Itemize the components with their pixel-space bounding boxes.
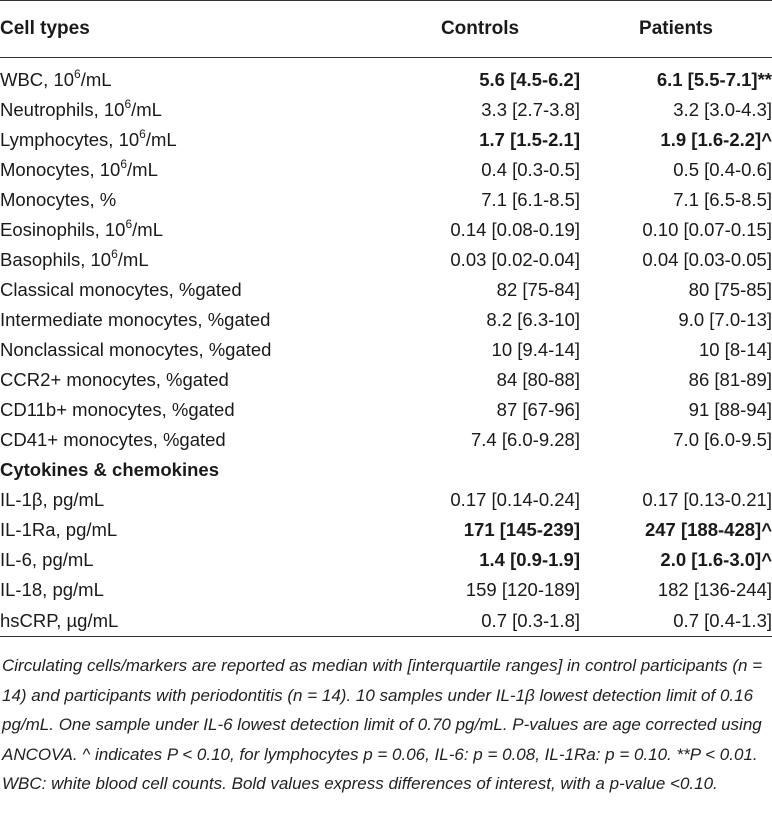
table-row: [0, 515, 772, 545]
row-label: [0, 425, 380, 455]
row-label: [0, 155, 380, 185]
label-exponent: 6: [74, 66, 81, 81]
controls-value: 7.4 [6.0-9.28]: [470, 429, 580, 450]
row-label: [0, 95, 380, 125]
table-row: [0, 275, 772, 305]
label-unit: /mL: [127, 159, 158, 180]
controls-value: 171 [145-239]: [463, 519, 580, 540]
label-exponent: 6: [139, 126, 146, 141]
row-label: [0, 245, 380, 275]
controls-value: 84 [80-88]: [496, 369, 580, 390]
label-unit: /mL: [145, 129, 177, 150]
label-text: Eosinophils, 10: [0, 219, 126, 240]
table-row: [0, 545, 772, 575]
controls-value: 159 [120-189]: [465, 579, 580, 600]
patients-value: 0.17 [0.13-0.21]: [642, 489, 772, 510]
controls-value: 10 [9.4-14]: [491, 339, 580, 360]
label-exponent: 6: [120, 156, 128, 171]
table-row: [0, 605, 772, 637]
table-row: [0, 335, 772, 365]
patients-value: 91 [88-94]: [688, 399, 772, 420]
row-label: IL-18, pg/mL: [0, 579, 104, 600]
table-row: [0, 575, 772, 605]
table-row: [0, 245, 772, 275]
row-label: [0, 65, 380, 95]
controls-value: 0.14 [0.08-0.19]: [450, 219, 580, 240]
label-text: WBC, 10: [0, 69, 75, 90]
patients-value: 0.10 [0.07-0.15]: [642, 219, 772, 240]
row-label: [0, 365, 380, 395]
table-row: [0, 95, 772, 125]
header-controls: Controls: [380, 1, 580, 58]
controls-value: 0.03 [0.02-0.04]: [450, 249, 580, 270]
table-row: [0, 215, 772, 245]
label-text: Nonclassical monocytes, %gated: [0, 339, 272, 360]
label-text: CCR2+ monocytes, %gated: [0, 369, 229, 390]
label-text: Classical monocytes, %gated: [0, 279, 242, 300]
table-footnote: Circulating cells/markers are reported as median with [interquartile ranges] in control participants (n = 14) and participants with periodontitis (n = 14). 10 samples under IL-1β lowest detection limit of 0.16 pg/mL. One sample under IL-6 lowest detection limit of 0.70 pg/mL. P-values are age corrected using ANCOVA. ^ indicates P < 0.10, for lymphocytes p = 0.06, IL-6: p = 0.08, IL-1Ra: p = 0.10. **P < 0.01. WBC: white blood cell counts. Bold values express differences of interest, with a p-value <0.10.: [2, 656, 763, 794]
controls-value: 82 [75-84]: [496, 279, 580, 300]
patients-value: 86 [81-89]: [688, 369, 772, 390]
label-text: Neutrophils, 10: [0, 99, 125, 120]
header-cell-types: Cell types: [0, 1, 380, 58]
table-row: [0, 365, 772, 395]
controls-value: 0.7 [0.3-1.8]: [380, 605, 580, 637]
table-row: [0, 185, 772, 215]
label-unit: /mL: [80, 69, 112, 90]
row-label: hsCRP, µg/mL: [0, 605, 380, 637]
controls-value: 0.17 [0.14-0.24]: [450, 489, 580, 510]
label-text: CD41+ monocytes, %gated: [0, 429, 226, 450]
label-text: Monocytes, 10: [0, 159, 121, 180]
patients-value: 2.0 [1.6-3.0]^: [660, 549, 772, 570]
label-text: Intermediate monocytes, %gated: [0, 309, 271, 330]
label-unit: /mL: [131, 99, 162, 120]
patients-value: 182 [136-244]: [657, 579, 772, 600]
label-text: Monocytes, %: [0, 189, 117, 210]
table-body: [0, 58, 772, 637]
controls-value: 0.4 [0.3-0.5]: [481, 159, 580, 180]
spacer-row: [0, 58, 772, 66]
controls-value: 87 [67-96]: [496, 399, 580, 420]
label-text: CD11b+ monocytes, %gated: [0, 399, 235, 420]
patients-value: 0.5 [0.4-0.6]: [673, 159, 772, 180]
patients-value: 6.1 [5.5-7.1]**: [656, 69, 772, 90]
row-label: IL-6, pg/mL: [0, 549, 94, 570]
table-row: [0, 305, 772, 335]
patients-value: 0.04 [0.03-0.05]: [642, 249, 772, 270]
row-label: [0, 335, 380, 365]
spacer-cell: [0, 58, 772, 66]
table-row: [0, 155, 772, 185]
patients-value: 7.0 [6.0-9.5]: [673, 429, 772, 450]
table-row: [0, 485, 772, 515]
controls-value: 5.6 [4.5-6.2]: [479, 69, 580, 90]
controls-value: 1.7 [1.5-2.1]: [479, 129, 580, 150]
header-patients: Patients: [580, 1, 772, 58]
row-label: IL-1Ra, pg/mL: [0, 519, 118, 540]
patients-value: 0.7 [0.4-1.3]: [580, 605, 772, 637]
table-row: [0, 395, 772, 425]
controls-value: 7.1 [6.1-8.5]: [481, 189, 580, 210]
row-label: [0, 215, 380, 245]
patients-value: 80 [75-85]: [688, 279, 772, 300]
row-label: [0, 395, 380, 425]
controls-value: 3.3 [2.7-3.8]: [481, 99, 580, 120]
patients-value: 7.1 [6.5-8.5]: [673, 189, 772, 210]
row-label: [0, 185, 380, 215]
table-row: [0, 65, 772, 95]
header-row: [0, 1, 772, 58]
row-label: IL-1β, pg/mL: [0, 489, 105, 510]
controls-value: 8.2 [6.3-10]: [486, 309, 580, 330]
table-row: [0, 125, 772, 155]
row-label: [0, 305, 380, 335]
label-text: Lymphocytes, 10: [0, 129, 140, 150]
label-unit: /mL: [132, 219, 164, 240]
patients-value: 10 [8-14]: [698, 339, 772, 360]
patients-value: 1.9 [1.6-2.2]^: [660, 129, 772, 150]
table-row: [0, 425, 772, 455]
label-exponent: 6: [124, 96, 132, 111]
patients-value: 9.0 [7.0-13]: [678, 309, 772, 330]
table-header: [0, 1, 772, 58]
section-title: Cytokines & chemokines: [0, 459, 219, 480]
label-exponent: 6: [125, 216, 133, 231]
controls-value: 1.4 [0.9-1.9]: [479, 549, 580, 570]
label-exponent: 6: [111, 246, 118, 261]
section-row: [0, 455, 772, 485]
row-label: [0, 275, 380, 305]
label-unit: /mL: [117, 249, 149, 270]
row-label: [0, 125, 380, 155]
label-text: Basophils, 10: [0, 249, 112, 270]
patients-value: 3.2 [3.0-4.3]: [673, 99, 772, 120]
patients-value: 247 [188-428]^: [644, 519, 772, 540]
